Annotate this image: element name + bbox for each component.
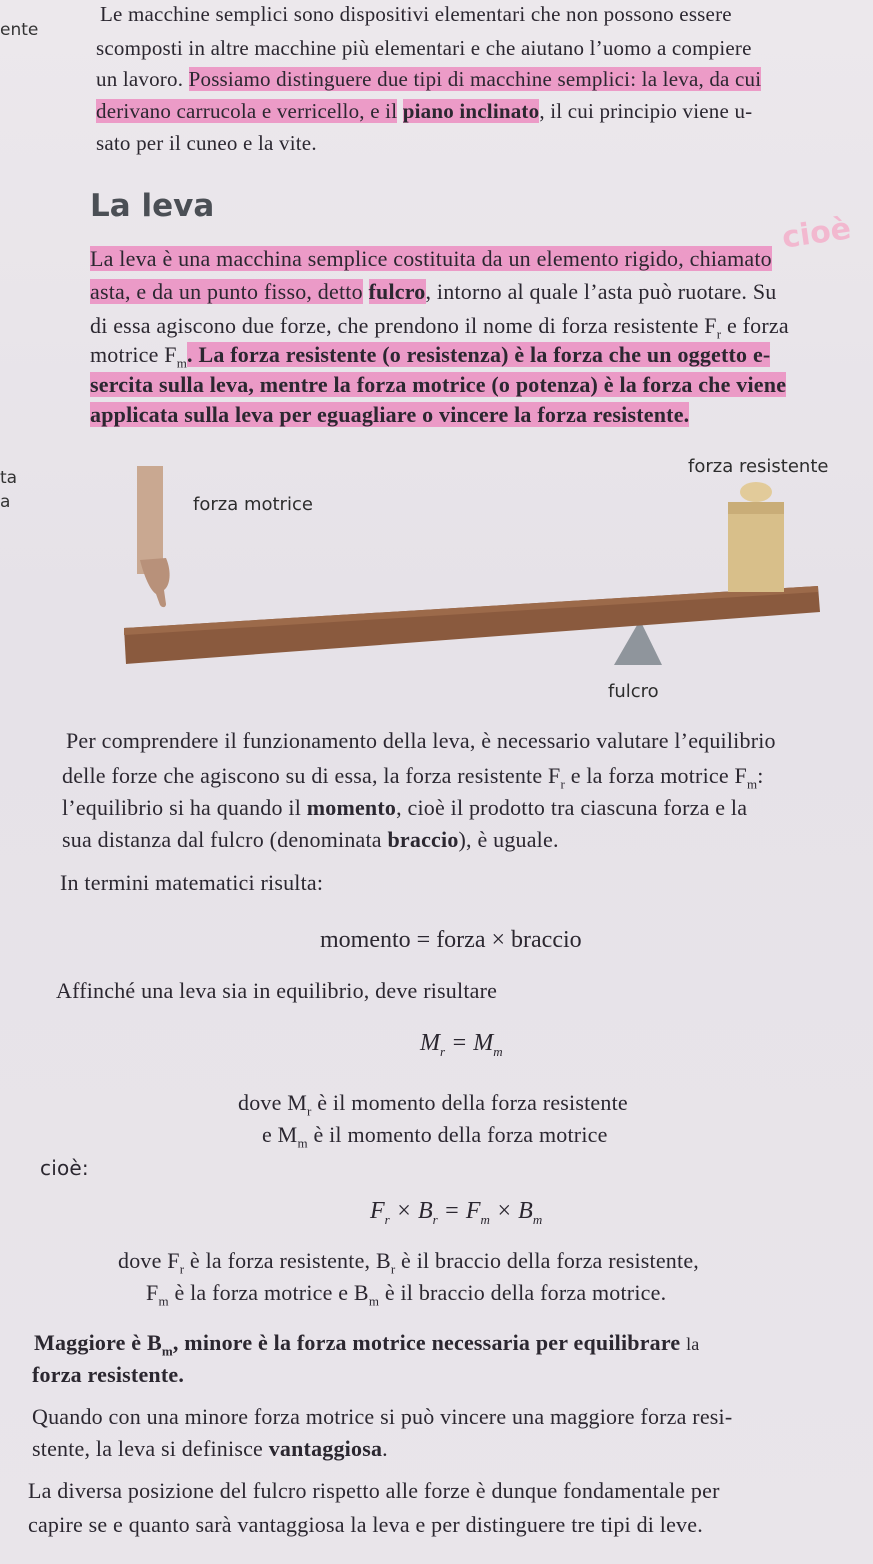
text-line: l’equilibrio si ha quando il momento, cioè il prodotto tra ciascuna forza e la [62,795,748,820]
text-line: asta, e da un punto fisso, detto fulcro, intorno al quale l’asta può ruotare. Su [90,279,777,304]
text-line: sercita sulla leva, mentre la forza motrice (o potenza) è la forza che viene [90,372,787,397]
lever-illustration [100,440,840,720]
label-forza-motrice: forza motrice [193,494,313,515]
text-line: $F_m$ è la forza motrice e $B_m$ è il braccio della forza motrice. [146,1280,667,1309]
label-fulcro: fulcro [608,681,659,702]
lever-drawing [100,440,840,720]
text-line: La diversa posizione del fulcro rispetto alle forze è dunque fondamentale per [28,1478,720,1503]
text-line: dove $F_r$ è la forza resistente, $B_r$ è il braccio della forza resistente, [118,1248,699,1277]
formula-equilibrio: $M_r = M_m$ [420,1030,503,1059]
text-line: un lavoro. Possiamo distinguere due tipi di macchine semplici: la leva, da cui [96,67,762,91]
text-line: Quando con una minore forza motrice si può vincere una maggiore forza resi- [32,1404,733,1429]
text-line: Maggiore è $B_m$, minore è la forza motrice necessaria per equilibrare la [34,1330,700,1359]
margin-text: ta [0,468,18,488]
text-line: Per comprendere il funzionamento della leva, è necessario valutare l’equilibrio [66,728,776,753]
text-line: e $M_m$ è il momento della forza motrice [262,1122,608,1151]
text-line: Affinché una leva sia in equilibrio, deve risultare [56,978,498,1003]
text-line: forza resistente. [32,1362,185,1387]
text-line: cioè: [40,1156,89,1180]
weight-knob [740,482,772,502]
margin-text: ente [0,20,39,40]
text-line: dove $M_r$ è il momento della forza resistente [238,1090,628,1119]
text-line: delle forze che agiscono su di essa, la forza resistente $F_r$ e la forza motrice $F_m$: [62,763,764,792]
text-line: applicata sulla leva per eguagliare o vincere la forza resistente. [90,402,690,427]
text-line: scomposti in altre macchine più elementari e che aiutano l’uomo a compiere [96,36,752,60]
handwritten-note: cioè [779,211,854,256]
text-line: di essa agiscono due forze, che prendono il nome di forza resistente $F_r$ e forza [90,313,789,342]
margin-text: a [0,492,11,512]
text-line: derivano carrucola e verricello, e il piano inclinato, il cui principio viene u- [96,99,753,123]
highlight: Possiamo distinguere due tipi di macchine semplici: la leva, da cui [188,67,762,91]
label-forza-resistente: forza resistente [688,456,829,477]
highlight: derivano carrucola e verricello, e il [96,99,398,123]
arm [137,466,163,574]
highlight-bold: piano inclinato [402,99,540,123]
text-line: sua distanza dal fulcro (denominata braccio), è uguale. [62,827,559,852]
text-line: capire se e quanto sarà vantaggiosa la leva e per distinguere tre tipi di leve. [28,1512,703,1537]
text-line: motrice $F_m$. La forza resistente (o resistenza) è la forza che un oggetto e- [90,342,771,371]
weight-body [728,502,784,592]
text-line: Le macchine semplici sono dispositivi elementari che non possono essere [100,2,732,26]
text-line: La leva è una macchina semplice costituita da un elemento rigido, chiamato [90,246,772,271]
text-line: sato per il cuneo e la vite. [96,131,317,155]
formula-momento: momento = forza × braccio [320,927,582,953]
hand [140,558,170,607]
text-line: In termini matematici risulta: [60,870,324,895]
text-line: stente, la leva si definisce vantaggiosa. [32,1436,388,1461]
section-heading: La leva [90,188,215,224]
formula-bracci: $F_r \times B_r = F_m \times B_m$ [370,1198,543,1227]
